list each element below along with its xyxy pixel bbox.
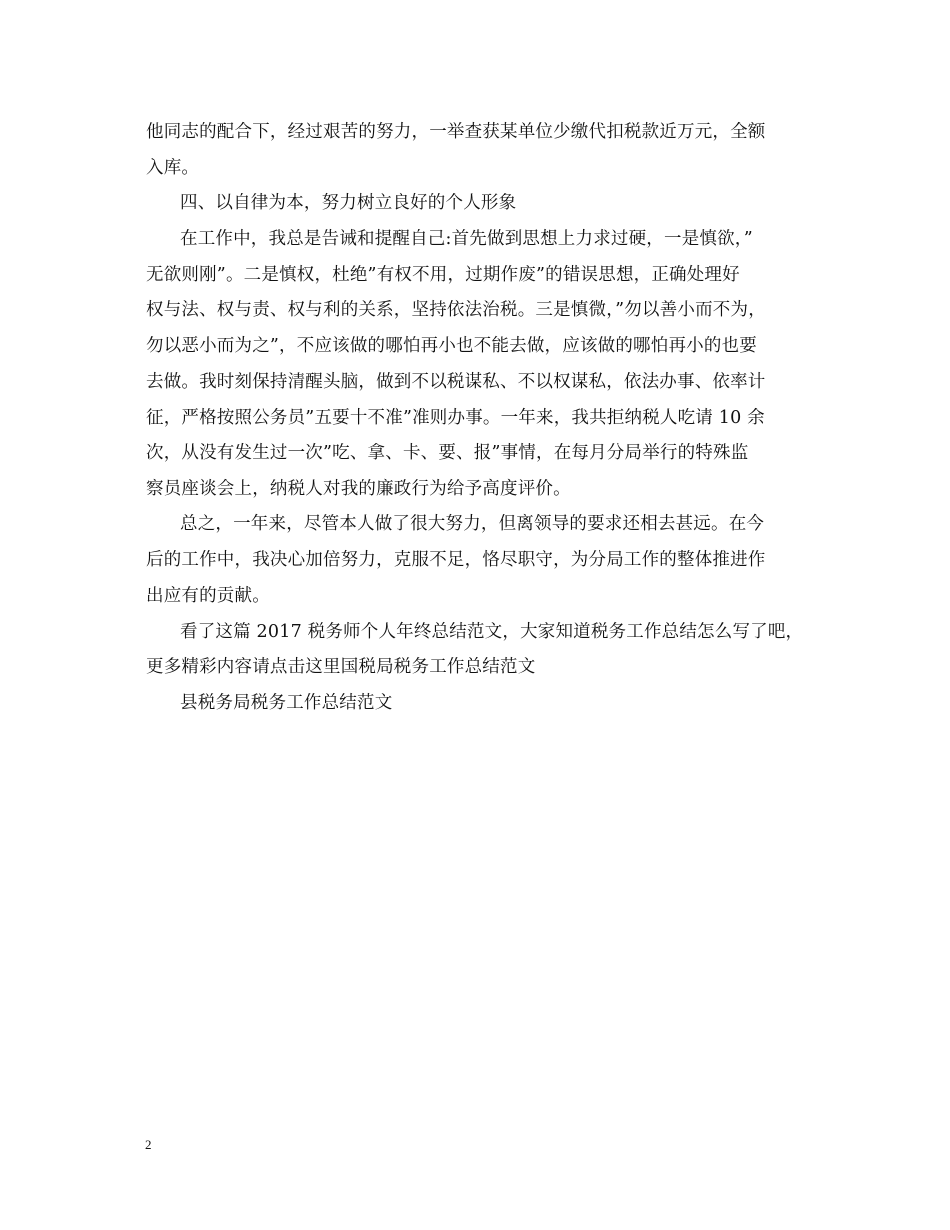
body-text-line: 在工作中，我总是告诫和提醒自己:首先做到思想上力求过硬，一是慎欲，”: [180, 229, 753, 249]
body-text-line: 无欲则刚”。二是慎权，杜绝”有权不用，过期作废”的错误思想，正确处理好: [146, 265, 740, 285]
body-text-line: 县税务局税务工作总结范文: [180, 693, 393, 713]
body-text-line: 他同志的配合下，经过艰苦的努力，一举查获某单位少缴代扣税款近万元，全额: [146, 122, 766, 142]
page-number: 2: [145, 1137, 152, 1152]
body-text-line: 权与法、权与责、权与利的关系，坚持依法治税。三是慎微，”勿以善小而不为，: [146, 300, 766, 320]
body-text-line: 出应有的贡献。: [146, 586, 270, 606]
body-text-line: 总之，一年来，尽管本人做了很大努力，但离领导的要求还相去甚远。在今: [180, 514, 765, 534]
body-text-line: 去做。我时刻保持清醒头脑，做到不以税谋私、不以权谋私，依法办事、依率计: [146, 372, 766, 392]
body-text-line: 更多精彩内容请点击这里国税局税务工作总结范文: [146, 657, 536, 677]
body-text-line: 勿以恶小而为之”，不应该做的哪怕再小也不能去做，应该做的哪怕再小的也要: [146, 336, 757, 356]
body-text-line: 次，从没有发生过一次”吃、拿、卡、要、报”事情，在每月分局举行的特殊监: [146, 443, 749, 463]
body-text-line: 看了这篇 2017 税务师个人年终总结范文，大家知道税务工作总结怎么写了吧，: [180, 622, 804, 642]
body-text-line: 入库。: [146, 158, 200, 178]
section-heading: 四、以自律为本，努力树立良好的个人形象: [180, 193, 517, 213]
body-text-line: 察员座谈会上，纳税人对我的廉政行为给予高度评价。: [146, 479, 571, 499]
body-text-line: 后的工作中，我决心加倍努力，克服不足，恪尽职守，为分局工作的整体推进作: [146, 550, 766, 570]
body-text-line: 征，严格按照公务员”五要十不准”准则办事。一年来，我共拒纳税人吃请 10 余: [146, 408, 765, 428]
